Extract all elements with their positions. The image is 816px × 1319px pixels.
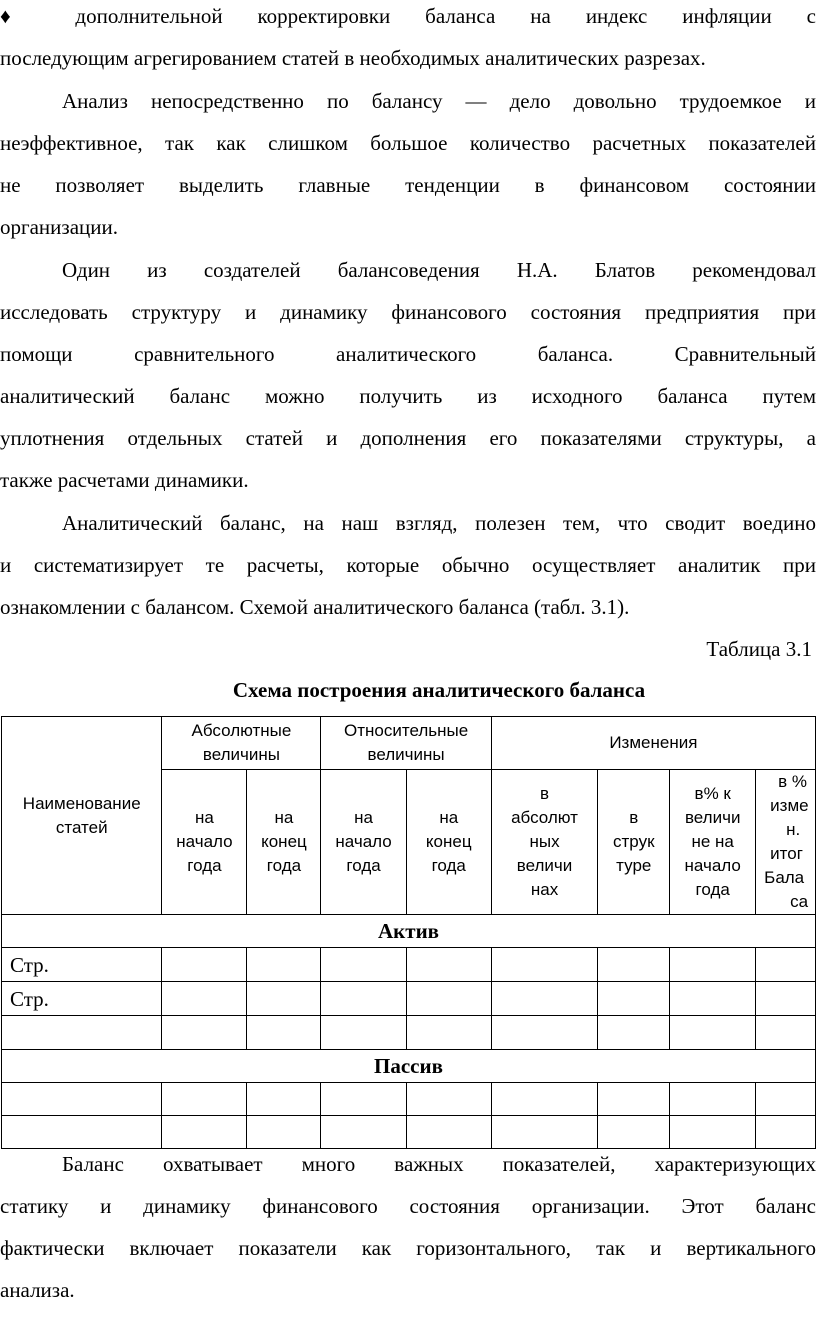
text-line: также расчетами динамики.: [0, 468, 249, 492]
row-name: [2, 1116, 162, 1149]
section-liabilities: Пассив: [2, 1050, 816, 1083]
header-change-structure: в струк туре: [598, 770, 670, 915]
section-assets: Актив: [2, 915, 816, 948]
text-line: Баланс охватывает много важных показателей, характеризующих: [62, 1152, 816, 1176]
text-line: уплотнения отдельных статей и дополнения его показателями структуры, а: [0, 426, 816, 450]
text-line: ♦ дополнительной корректировки баланса на индекс инфляции с: [0, 4, 816, 28]
analytical-balance-table: [1, 716, 816, 1149]
text-line: помощи сравнительного аналитического баланса. Сравнительный: [0, 342, 816, 366]
row-name: [2, 1083, 162, 1116]
text-line: исследовать структуру и динамику финансового состояния предприятия при: [0, 300, 816, 324]
row-name: Стр.: [2, 982, 162, 1016]
header-abs-begin: на начало года: [162, 770, 247, 915]
header-change-pct-begin: в% к величи не на начало года: [670, 770, 756, 915]
text-line: последующим агрегированием статей в необходимых аналитических разрезах.: [0, 46, 706, 70]
header-rel-end: на конец года: [406, 770, 491, 915]
header-abs-end: на конец года: [247, 770, 321, 915]
table-row: [2, 982, 816, 1016]
text-line: аналитический баланс можно получить из исходного баланса путем: [0, 384, 816, 408]
header-changes: Изменения: [491, 717, 815, 770]
table-row: [2, 1116, 816, 1149]
table-row: [2, 1083, 816, 1116]
text-line: не позволяет выделить главные тенденции в финансовом состоянии: [0, 173, 816, 197]
row-name: Стр.: [2, 948, 162, 982]
header-change-absolute: в абсолют ных величи нах: [491, 770, 598, 915]
table-row: [2, 948, 816, 982]
header-change-pct-total: в % изме н. итог Бала са: [756, 770, 816, 915]
table-label: Таблица 3.1: [706, 637, 812, 661]
text-line: анализа.: [0, 1278, 75, 1302]
text-line: организации.: [0, 215, 118, 239]
text-line: Анализ непосредственно по балансу — дело довольно трудоемкое и: [62, 89, 816, 113]
table-row: [2, 1016, 816, 1050]
header-rel-begin: на начало года: [321, 770, 406, 915]
text-line: Один из создателей балансоведения Н.А. Блатов рекомендовал: [62, 258, 816, 282]
text-line: неэффективное, так как слишком большое количество расчетных показателей: [0, 131, 816, 155]
text-line: Аналитический баланс, на наш взгляд, полезен тем, что сводит воедино: [62, 511, 816, 535]
table-title: Схема построения аналитического баланса: [232, 678, 646, 702]
header-name: Наименование статей: [2, 717, 162, 915]
header-relative: Относительные величины: [321, 717, 491, 770]
text-line: ознакомлении с балансом. Схемой аналитического баланса (табл. 3.1).: [0, 595, 630, 619]
text-line: статику и динамику финансового состояния организации. Этот баланс: [0, 1194, 816, 1218]
row-name: [2, 1016, 162, 1050]
text-line: и систематизирует те расчеты, которые обычно осуществляет аналитик при: [0, 553, 816, 577]
text-line: фактически включает показатели как горизонтального, так и вертикального: [0, 1236, 816, 1260]
header-absolute: Абсолютные величины: [162, 717, 321, 770]
